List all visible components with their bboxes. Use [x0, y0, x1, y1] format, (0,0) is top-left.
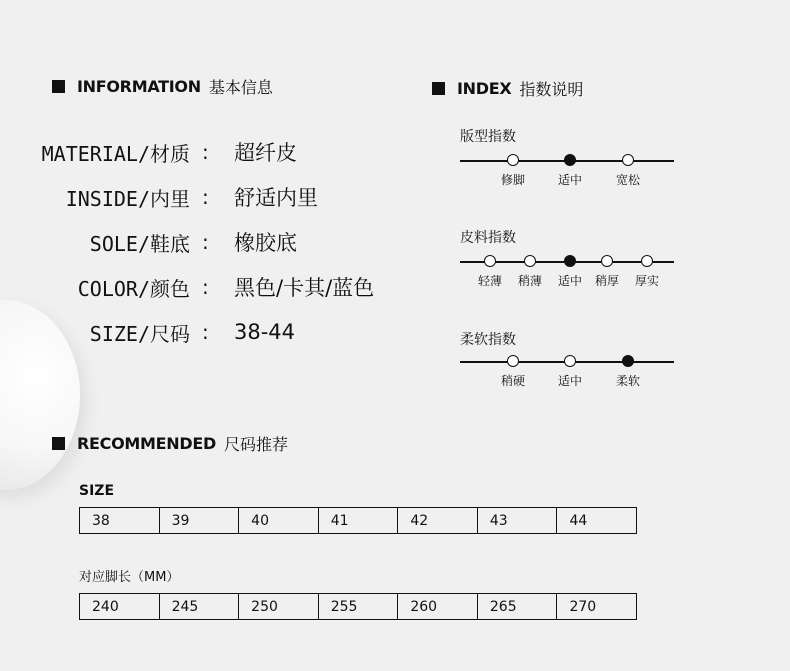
foot-length-cell: 270 [569, 598, 597, 615]
foot-length-cell: 260 [398, 594, 478, 619]
foot-length-label: 对应脚长（MM） [79, 570, 180, 585]
size-cell: 41 [319, 508, 399, 533]
size-cell: 42 [398, 508, 478, 533]
information-title-cn: 基本信息 [208, 78, 273, 97]
square-bullet-icon [432, 82, 445, 95]
size-cell: 40 [239, 508, 319, 533]
scale-option-label: 修脚 [500, 173, 526, 187]
scale-option-label: 宽松 [615, 173, 641, 187]
inside-colon: : [202, 185, 209, 209]
information-header [52, 75, 273, 98]
option-dot-icon [641, 255, 653, 267]
info-row-inside [0, 183, 790, 211]
inside-value: 舒适内里 [234, 186, 318, 210]
info-row-size [0, 318, 790, 346]
size-table-label: SIZE [79, 483, 115, 499]
scale-option-label: 适中 [557, 374, 583, 388]
foot-length-cell: 240 [80, 594, 160, 619]
size-label: SIZE/尺码 [89, 321, 190, 346]
foot-length-cell: 250 [239, 594, 319, 619]
index-title-en: INDEX [457, 79, 512, 98]
foot-length-cell: 265 [478, 594, 558, 619]
option-dot-icon [601, 255, 613, 267]
material-colon: : [202, 140, 209, 164]
size-table [79, 507, 637, 534]
option-dot-icon [524, 255, 536, 267]
selected-dot-icon [564, 255, 576, 267]
size-cell: 43 [478, 508, 558, 533]
information-title-en: INFORMATION [77, 77, 201, 96]
size-cell: 44 [569, 512, 588, 529]
foot-length-cell: 245 [160, 594, 240, 619]
scale-option-label: 稍厚 [594, 274, 620, 288]
option-dot-icon [622, 154, 634, 166]
leather-index-scale [460, 252, 674, 288]
selected-dot-icon [622, 355, 634, 367]
color-value: 黑色/卡其/蓝色 [234, 276, 375, 300]
material-value: 超纤皮 [234, 141, 297, 165]
option-dot-icon [507, 154, 519, 166]
size-cell: 38 [80, 508, 160, 533]
selected-dot-icon [564, 154, 576, 166]
square-bullet-icon [52, 437, 65, 450]
scale-option-label: 柔软 [615, 374, 641, 388]
color-colon: : [202, 275, 209, 299]
recommended-title-cn: 尺码推荐 [223, 435, 288, 454]
scale-option-label: 轻薄 [477, 274, 503, 288]
index-title-cn: 指数说明 [519, 80, 584, 99]
sole-value: 橡胶底 [234, 231, 297, 255]
scale-option-label: 稍硬 [500, 374, 526, 388]
sole-label: SOLE/鞋底 [89, 231, 190, 256]
color-label: COLOR/颜色 [77, 276, 190, 301]
scale-option-label: 适中 [557, 274, 583, 288]
softness-index-scale [460, 352, 674, 388]
foot-length-table [79, 593, 637, 620]
recommended-header [52, 432, 288, 455]
foot-length-cell: 255 [319, 594, 399, 619]
inside-label: INSIDE/内里 [65, 186, 190, 211]
size-colon: : [202, 320, 209, 344]
scale-option-label: 厚实 [634, 274, 660, 288]
size-value: 38-44 [234, 320, 296, 344]
recommended-title-en: RECOMMENDED [77, 434, 216, 453]
option-dot-icon [564, 355, 576, 367]
option-dot-icon [507, 355, 519, 367]
square-bullet-icon [52, 80, 65, 93]
option-dot-icon [484, 255, 496, 267]
scale-option-label: 适中 [557, 173, 583, 187]
fit-index-scale [460, 151, 674, 187]
sole-colon: : [202, 230, 209, 254]
index-header [432, 77, 583, 100]
leather-index-title: 皮料指数 [460, 230, 516, 246]
size-cell: 39 [160, 508, 240, 533]
scale-option-label: 稍薄 [517, 274, 543, 288]
material-label: MATERIAL/材质 [41, 141, 190, 166]
fit-index-title: 版型指数 [460, 129, 516, 145]
softness-index-title: 柔软指数 [460, 332, 516, 348]
